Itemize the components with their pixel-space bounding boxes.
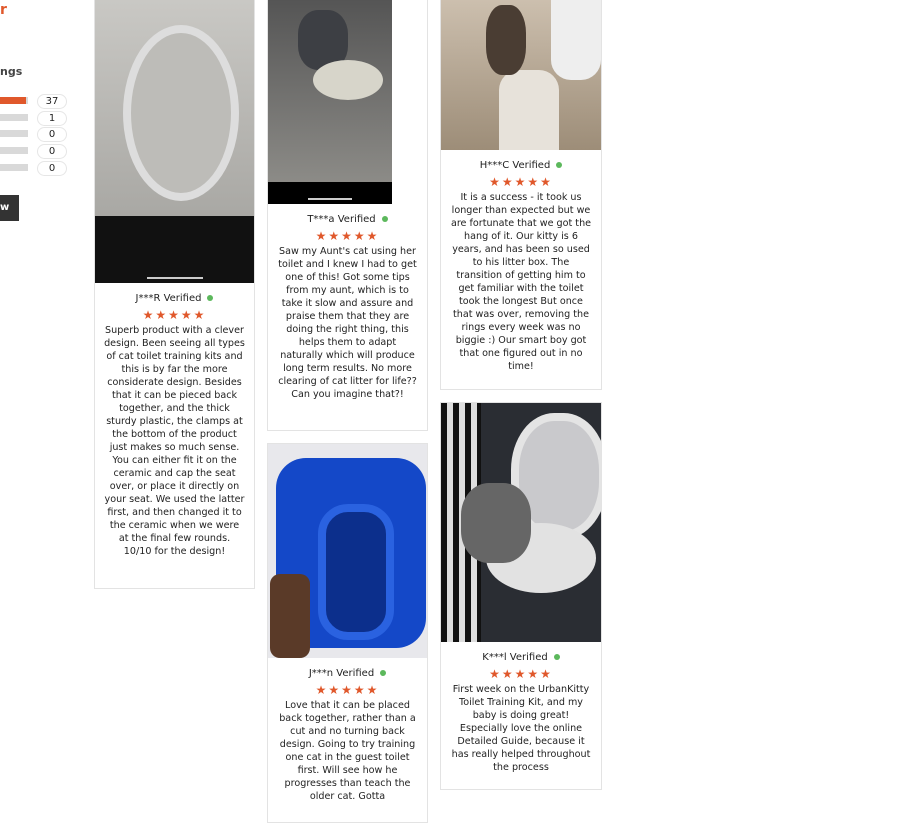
write-review-button[interactable]: w	[0, 195, 19, 221]
review-card	[440, 402, 602, 790]
review-text: Superb product with a clever design. Been seeing all types of cat toilet training kits and this is by far the more considerate design. Besides that it can be pieced back together, and the thick sturdy plastic, the clamps at the bottom of the product just makes so much sense. You can either fit it on the ceramic and cap the seat over, or place it directly on your seat. We used the latter first, and then changed it to the ceramic when we were at the final few rounds. 10/10 for the design!	[104, 325, 245, 557]
rating-count: 37	[37, 94, 67, 109]
star-rating: ★★★★★	[142, 308, 207, 322]
rating-bar	[0, 130, 28, 137]
review-text: Love that it can be placed back together, rather than a cut and no turning back design. Going to try training one cat in the guest toilet first. Will see how he progresses than teach the older cat. Gotta	[279, 700, 416, 802]
star-rating: ★★★★★	[489, 175, 553, 189]
review-author	[268, 214, 427, 225]
review-card	[440, 0, 602, 390]
review-text: It is a success - it took us longer than expected but we are fortunate that we got the hang of it. Our kitty is 6 years, and has been so used to his litter box. The transition of getting him to get familiar with the toilet took the longest But once that was over, removing the rings every week was no biggie :) Our smart boy got that one figured out in no time!	[450, 192, 592, 372]
rating-bar	[0, 114, 28, 121]
review-author	[441, 652, 601, 663]
ratings-heading: ngs	[0, 65, 23, 78]
rating-bar	[0, 164, 28, 171]
verified-icon	[382, 216, 388, 222]
review-text: First week on the UrbanKitty Toilet Training Kit, and my baby is doing great! Especially love the online Detailed Guide, because it has really helped throughout the process	[451, 684, 591, 773]
rating-count: 0	[37, 127, 67, 142]
review-photo[interactable]	[441, 0, 601, 150]
star-rating: ★★★★★	[489, 667, 553, 681]
review-author	[268, 668, 427, 679]
review-photo[interactable]	[95, 0, 254, 283]
author-name: H***C Verified	[479, 160, 551, 171]
verified-icon	[554, 654, 560, 660]
review-body	[441, 652, 601, 782]
rating-count: 0	[37, 144, 67, 159]
star-rating: ★★★★★	[315, 683, 380, 697]
verified-icon	[380, 670, 386, 676]
author-name: J***n Verified	[308, 668, 375, 679]
rating-count: 0	[37, 161, 67, 176]
rating-bar	[0, 147, 28, 154]
verified-icon	[556, 162, 562, 168]
author-name: K***l Verified	[482, 652, 548, 663]
author-name: T***a Verified	[307, 214, 376, 225]
review-author	[441, 160, 601, 171]
review-author	[95, 293, 254, 304]
review-card	[267, 443, 428, 823]
review-card	[94, 0, 255, 589]
review-body	[95, 293, 254, 566]
review-body	[268, 668, 427, 811]
review-text: Saw my Aunt's cat using her toilet and I knew I had to get one of this! Got some tips from my aunt, which is to take it slow and assure and praise them that they are doing the right thing, this helps them to adapt naturally which will produce long term results. No more clearing of cat litter for life?? Can you imagine that?!	[278, 246, 417, 400]
star-rating: ★★★★★	[315, 229, 380, 243]
review-body	[268, 214, 427, 409]
review-body	[441, 160, 601, 381]
author-name: J***R Verified	[135, 293, 202, 304]
review-card	[267, 0, 428, 431]
star-fragment: r	[0, 2, 7, 18]
review-photo[interactable]	[268, 444, 427, 658]
review-photo[interactable]	[441, 403, 601, 642]
rating-bar	[0, 97, 28, 104]
verified-icon	[207, 295, 213, 301]
rating-count: 1	[37, 111, 67, 126]
review-photo[interactable]	[268, 0, 392, 204]
